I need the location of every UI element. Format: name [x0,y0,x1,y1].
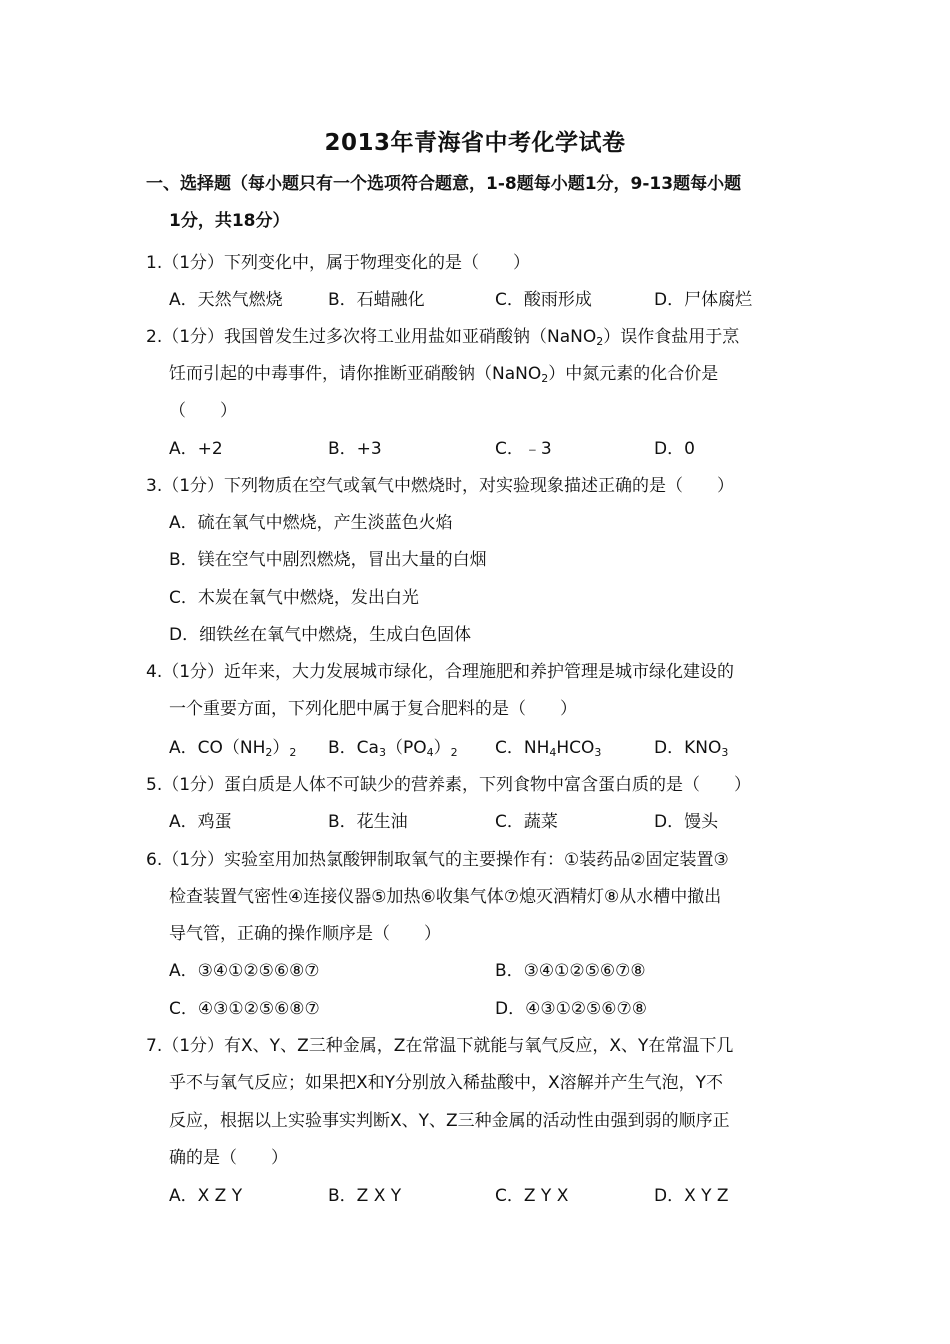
question-6-line-1: 6.（1分）实验室用加热氯酸钾制取氧气的主要操作有：①装药品②固定装置③ [146,850,729,870]
q5-option-c[interactable]: C．蔬菜 [495,812,558,832]
question-2-line-1: 2.（1分）我国曾发生过多次将工业用盐如亚硝酸钠（NaNO$_2$）误作食盐用于烹 [146,327,740,348]
q5-option-a[interactable]: A．鸡蛋 [169,812,232,832]
question-7-line-2: 乎不与氧气反应；如果把X和Y分别放入稀盐酸中，X溶解并产生气泡，Y不 [169,1073,724,1093]
q6-option-b[interactable]: B．③④①②⑤⑥⑦⑧ [495,961,646,981]
q4-option-b[interactable]: B．$Ca_3(PO_4)_2$ [328,738,458,759]
question-7-line-4: 确的是（ ） [169,1148,288,1168]
q3-option-c[interactable]: C．木炭在氧气中燃烧，发出白光 [169,588,419,608]
question-7-line-1: 7.（1分）有X、Y、Z三种金属，Z在常温下就能与氧气反应，X、Y在常温下几 [146,1036,734,1056]
q3-option-d[interactable]: D．细铁丝在氧气中燃烧，生成白色固体 [169,625,472,645]
question-2-line-3: （ ） [169,401,237,421]
question-5-text: 5.（1分）蛋白质是人体不可缺少的营养素，下列食物中富含蛋白质的是（ ） [146,775,752,795]
section-heading-line-1: 一、选择题（每小题只有一个选项符合题意，1-8题每小题1分，9-13题每小题 [146,174,742,194]
q1-option-b[interactable]: B．石蜡融化 [328,290,425,310]
q1-option-c[interactable]: C．酸雨形成 [495,290,592,310]
q7-option-d[interactable]: D．X Y Z [654,1186,729,1206]
q3-option-b[interactable]: B．镁在空气中剧烈燃烧，冒出大量的白烟 [169,550,487,570]
q6-option-c[interactable]: C．④③①②⑤⑥⑧⑦ [169,999,320,1019]
q7-option-b[interactable]: B．Z X Y [328,1186,402,1206]
q7-option-a[interactable]: A．X Z Y [169,1186,243,1206]
question-6-line-3: 导气管，正确的操作顺序是（ ） [169,924,441,944]
q5-option-d[interactable]: D．馒头 [654,812,719,832]
q4-option-c[interactable]: C．$NH_4HCO_3$ [495,738,602,759]
question-6-line-2: 检查装置气密性④连接仪器⑤加热⑥收集气体⑦熄灭酒精灯⑧从水槽中撤出 [169,887,722,907]
q4-option-a[interactable]: A．$CO(NH_2)_2$ [169,738,297,759]
question-4-line-2: 一个重要方面，下列化肥中属于复合肥料的是（ ） [169,699,577,719]
q1-option-d[interactable]: D．尸体腐烂 [654,290,753,310]
q6-option-d[interactable]: D．④③①②⑤⑥⑦⑧ [495,999,648,1019]
q6-option-a[interactable]: A．③④①②⑤⑥⑧⑦ [169,961,320,981]
section-heading-line-2: 1分，共18分） [169,211,290,231]
q1-option-a[interactable]: A．天然气燃烧 [169,290,283,310]
q2-option-b[interactable]: B．+3 [328,439,382,459]
question-7-line-3: 反应，根据以上实验事实判断X、Y、Z三种金属的活动性由强到弱的顺序正 [169,1111,730,1131]
q4-option-d[interactable]: D．$KNO_3$ [654,738,729,759]
q2-option-a[interactable]: A．+2 [169,439,223,459]
page-title: 2013年青海省中考化学试卷 [324,130,626,156]
question-1-text: 1.（1分）下列变化中，属于物理变化的是（ ） [146,253,531,273]
q2-option-d[interactable]: D．0 [654,439,695,459]
section-heading [146,166,816,240]
q5-option-b[interactable]: B．花生油 [328,812,408,832]
question-2-line-2: 饪而引起的中毒事件，请你推断亚硝酸钠（NaNO$_2$）中氮元素的化合价是 [169,364,719,385]
q2-option-c[interactable]: C．﹣3 [495,439,552,459]
q7-option-c[interactable]: C．Z Y X [495,1186,569,1206]
question-4-line-1: 4.（1分）近年来，大力发展城市绿化，合理施肥和养护管理是城市绿化建设的 [146,662,735,682]
question-3-text: 3.（1分）下列物质在空气或氧气中燃烧时，对实验现象描述正确的是（ ） [146,476,735,496]
q3-option-a[interactable]: A．硫在氧气中燃烧，产生淡蓝色火焰 [169,513,453,533]
